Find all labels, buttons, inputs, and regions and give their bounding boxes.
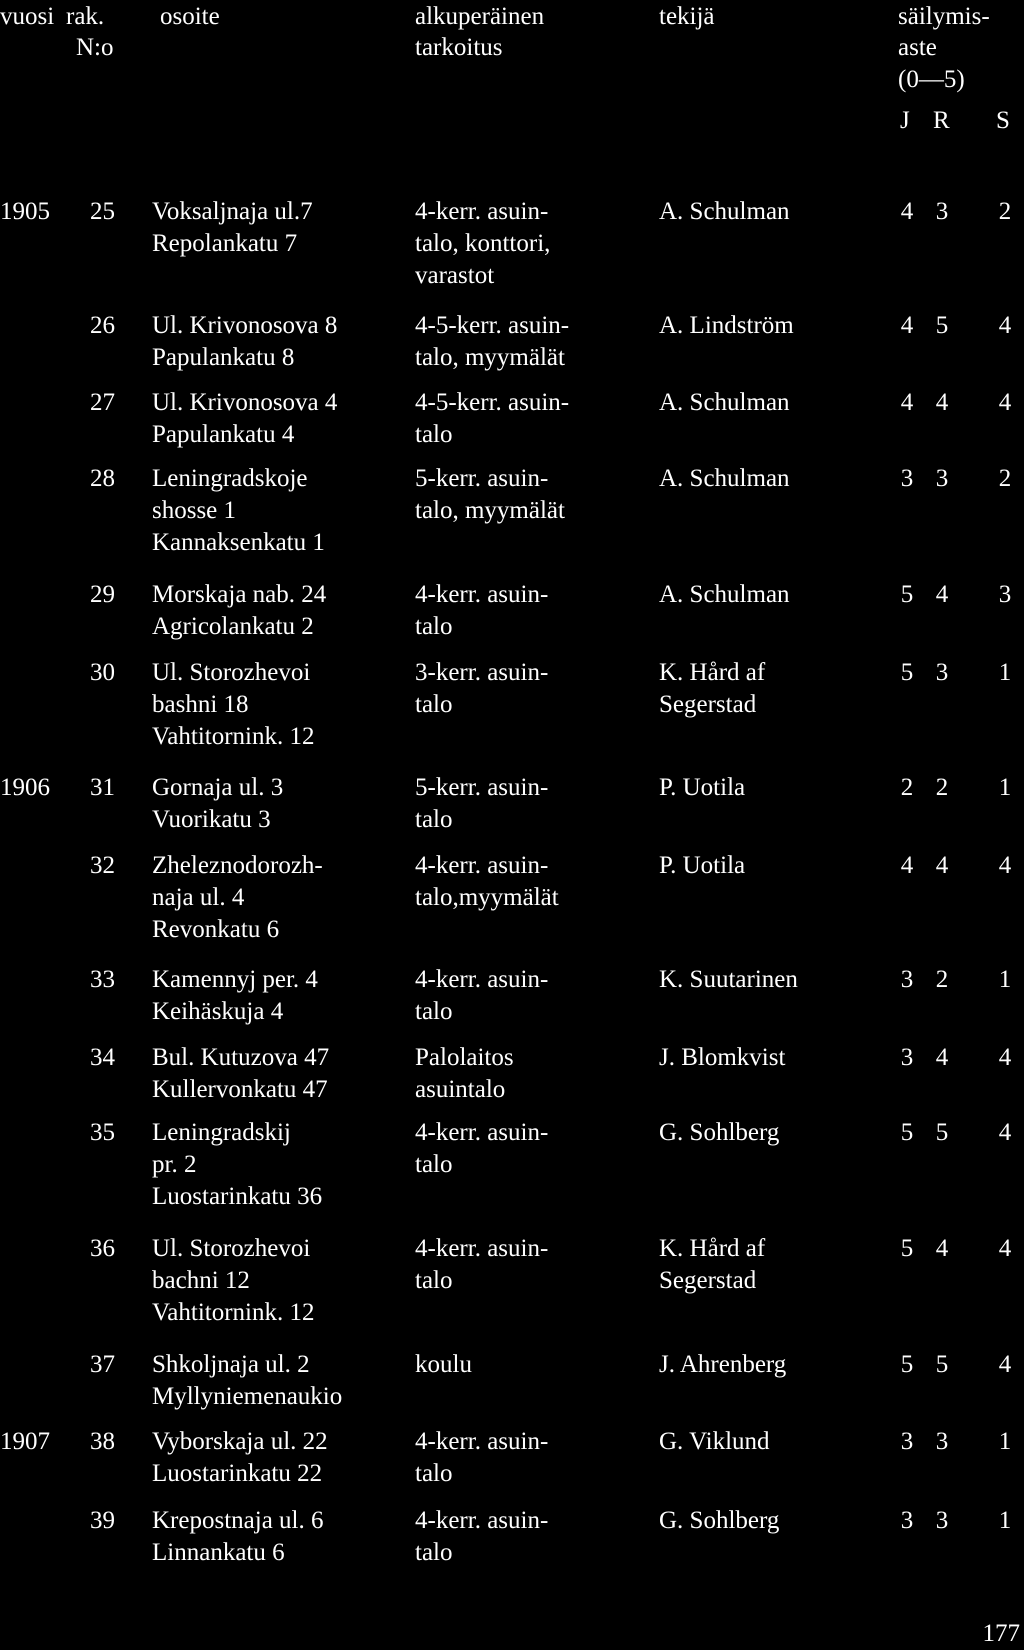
row-maker-line: A. Schulman [659,198,790,225]
row-grade-j: 2 [900,774,914,801]
row-purpose-line: talo [415,691,453,718]
row-grade-s: 4 [998,1119,1012,1146]
row-address-line: Vyborskaja ul. 22 [152,1428,328,1455]
row-address-line: Ul. Krivonosova 8 [152,312,338,339]
row-number: 36 [90,1235,115,1262]
row-grade-s: 4 [998,312,1012,339]
row-grade-j: 3 [900,465,914,492]
page-number: 177 [982,1620,1020,1647]
row-grade-r: 3 [935,198,949,225]
row-maker [659,772,745,804]
row-grade-j: 5 [900,659,914,686]
row-address-line: Shkoljnaja ul. 2 [152,1351,310,1378]
row-grade-r: 3 [935,1428,949,1455]
row-address [152,310,337,374]
row-purpose [415,964,548,1028]
row-grade-j: 3 [900,1507,914,1534]
row-maker [659,1233,765,1297]
row-maker [659,657,765,721]
row-number: 26 [90,312,115,339]
row-grade-s: 1 [998,659,1012,686]
row-grade-r: 4 [935,389,949,416]
row-address [152,579,326,643]
row-address [152,387,337,451]
row-address-line: Zheleznodorozh- [152,852,323,879]
row-grade-s: 4 [998,389,1012,416]
header-sailymis-line1: säilymis- [898,3,990,30]
row-purpose-line: talo,myymälät [415,884,559,911]
row-grade-r: 3 [935,659,949,686]
row-address [152,964,318,1028]
row-maker [659,1117,779,1149]
row-address-line: Krepostnaja ul. 6 [152,1507,324,1534]
row-address [152,1426,328,1490]
row-grade-j: 3 [900,966,914,993]
row-purpose-line: talo, konttori, [415,230,551,257]
row-grade-j: 4 [900,312,914,339]
row-address-line: bachni 12 [152,1267,250,1294]
row-maker-line: G. Sohlberg [659,1119,780,1146]
row-purpose-line: 4-kerr. asuin- [415,966,549,993]
row-address-line: Voksaljnaja ul.7 [152,198,313,225]
row-purpose-line: talo, myymälät [415,497,565,524]
row-address-line: Keihäskuja 4 [152,998,284,1025]
row-grade-s: 2 [998,198,1012,225]
header-osoite: osoite [160,3,220,30]
row-year: 1906 [0,774,50,801]
row-number: 39 [90,1507,115,1534]
row-maker-line: A. Lindström [659,312,794,339]
row-address-line: Vahtitornink. 12 [152,1299,315,1326]
row-grade-s: 4 [998,852,1012,879]
row-purpose-line: talo [415,806,453,833]
row-purpose-line: 4-kerr. asuin- [415,852,549,879]
row-grade-r: 2 [935,774,949,801]
row-maker-line: A. Schulman [659,465,790,492]
row-address-line: Luostarinkatu 22 [152,1460,323,1487]
row-grade-j: 5 [900,1351,914,1378]
row-maker-line: G. Sohlberg [659,1507,780,1534]
row-grade-s: 4 [998,1235,1012,1262]
header-s: S [996,107,1010,134]
row-purpose [415,1505,548,1569]
row-grade-s: 4 [998,1351,1012,1378]
row-purpose-line: 4-kerr. asuin- [415,1507,549,1534]
row-purpose-line: talo [415,421,453,448]
row-purpose-line: talo, myymälät [415,344,565,371]
row-year: 1907 [0,1428,50,1455]
row-grade-j: 3 [900,1044,914,1071]
row-purpose-line: 4-kerr. asuin- [415,581,549,608]
row-maker [659,1349,786,1381]
row-maker [659,1042,785,1074]
row-address [152,463,325,559]
row-address [152,1349,342,1413]
row-maker [659,964,798,996]
row-purpose-line: 4-kerr. asuin- [415,1119,549,1146]
header-nro: N:o [76,34,114,61]
row-purpose-line: 5-kerr. asuin- [415,465,549,492]
row-address-line: Agricolankatu 2 [152,613,314,640]
row-address [152,1042,329,1106]
row-purpose-line: 4-kerr. asuin- [415,1428,549,1455]
row-grade-j: 4 [900,389,914,416]
row-grade-s: 1 [998,1428,1012,1455]
row-grade-r: 2 [935,966,949,993]
row-number: 35 [90,1119,115,1146]
row-address-line: Vahtitornink. 12 [152,723,315,750]
row-address-line: Gornaja ul. 3 [152,774,284,801]
row-maker [659,387,790,419]
row-purpose-line: talo [415,1267,453,1294]
row-address [152,772,283,836]
row-address-line: Repolankatu 7 [152,230,298,257]
row-number: 32 [90,852,115,879]
row-maker-line: K. Hård af [659,1235,766,1262]
row-purpose-line: talo [415,1460,453,1487]
row-purpose-line: talo [415,1151,453,1178]
row-address [152,850,323,946]
row-address-line: Ul. Krivonosova 4 [152,389,338,416]
row-maker-line: K. Hård af [659,659,766,686]
row-purpose [415,1117,548,1181]
row-maker-line: K. Suutarinen [659,966,798,993]
row-grade-r: 5 [935,1351,949,1378]
row-purpose [415,1233,548,1297]
row-maker [659,1505,779,1537]
header-vuosi: vuosi [0,3,55,30]
row-address-line: Leningradskoje [152,465,308,492]
row-address-line: Kannaksenkatu 1 [152,529,325,556]
row-maker-line: J. Blomkvist [659,1044,786,1071]
header-tarkoitus-line1: alkuperäinen [415,3,545,30]
row-grade-r: 4 [935,852,949,879]
row-purpose-line: 4-5-kerr. asuin- [415,389,570,416]
row-maker [659,310,794,342]
row-address-line: Linnankatu 6 [152,1539,285,1566]
row-grade-s: 1 [998,1507,1012,1534]
row-maker [659,579,790,611]
header-sailymis-scale: (0—5) [898,66,965,93]
header-rak: rak. [66,3,105,30]
row-maker-line: Segerstad [659,691,757,718]
row-grade-s: 1 [998,774,1012,801]
row-address-line: Papulankatu 4 [152,421,295,448]
row-purpose [415,1349,472,1381]
row-grade-r: 3 [935,465,949,492]
row-maker [659,196,790,228]
row-purpose [415,196,550,292]
row-grade-s: 3 [998,581,1012,608]
row-maker-line: A. Schulman [659,581,790,608]
header-tarkoitus-line2: tarkoitus [415,34,503,61]
row-address-line: pr. 2 [152,1151,197,1178]
row-address [152,657,315,753]
row-purpose [415,772,548,836]
header-sailymis-line2: aste [898,34,937,61]
row-maker [659,850,745,882]
row-purpose-line: 4-5-kerr. asuin- [415,312,570,339]
row-purpose-line: 4-kerr. asuin- [415,198,549,225]
row-number: 25 [90,198,115,225]
header-j: J [900,107,910,134]
row-address [152,1117,322,1213]
row-purpose [415,463,565,527]
row-purpose [415,310,569,374]
row-maker [659,463,790,495]
row-number: 31 [90,774,115,801]
row-grade-j: 5 [900,1119,914,1146]
row-grade-r: 4 [935,1044,949,1071]
row-purpose-line: talo [415,613,453,640]
row-grade-r: 5 [935,1119,949,1146]
row-purpose-line: Palolaitos [415,1044,514,1071]
row-address-line: Leningradskij [152,1119,291,1146]
row-grade-s: 2 [998,465,1012,492]
row-purpose-line: 4-kerr. asuin- [415,1235,549,1262]
row-maker-line: P. Uotila [659,852,746,879]
row-purpose [415,1042,514,1106]
row-address-line: shosse 1 [152,497,237,524]
row-purpose-line: talo [415,998,453,1025]
row-maker [659,1426,770,1458]
row-maker-line: P. Uotila [659,774,746,801]
header-tekija: tekijä [659,3,715,30]
row-address-line: Morskaja nab. 24 [152,581,327,608]
row-maker-line: G. Viklund [659,1428,770,1455]
row-grade-j: 4 [900,852,914,879]
row-grade-j: 5 [900,581,914,608]
row-grade-r: 5 [935,312,949,339]
row-address-line: Luostarinkatu 36 [152,1183,323,1210]
row-purpose-line: asuintalo [415,1076,506,1103]
row-year: 1905 [0,198,50,225]
row-purpose-line: koulu [415,1351,472,1378]
row-number: 28 [90,465,115,492]
row-address-line: Bul. Kutuzova 47 [152,1044,330,1071]
row-number: 27 [90,389,115,416]
row-address-line: naja ul. 4 [152,884,245,911]
row-number: 34 [90,1044,115,1071]
row-purpose-line: talo [415,1539,453,1566]
row-address-line: Vuorikatu 3 [152,806,271,833]
row-maker-line: A. Schulman [659,389,790,416]
row-purpose [415,387,569,451]
row-number: 30 [90,659,115,686]
row-address [152,1505,323,1569]
row-purpose [415,850,559,914]
row-address-line: Ul. Storozhevoi [152,659,311,686]
row-grade-r: 4 [935,581,949,608]
row-address-line: Ul. Storozhevoi [152,1235,311,1262]
row-purpose [415,657,548,721]
row-grade-j: 5 [900,1235,914,1262]
row-address-line: Myllyniemenaukio [152,1383,343,1410]
row-number: 38 [90,1428,115,1455]
row-address [152,196,313,260]
row-purpose [415,579,548,643]
row-grade-j: 4 [900,198,914,225]
row-purpose [415,1426,548,1490]
row-address-line: Papulankatu 8 [152,344,295,371]
row-grade-j: 3 [900,1428,914,1455]
row-number: 37 [90,1351,115,1378]
row-address-line: bashni 18 [152,691,249,718]
row-maker-line: J. Ahrenberg [659,1351,787,1378]
row-address-line: Kullervonkatu 47 [152,1076,328,1103]
row-purpose-line: 5-kerr. asuin- [415,774,549,801]
row-grade-r: 4 [935,1235,949,1262]
row-grade-s: 1 [998,966,1012,993]
row-number: 29 [90,581,115,608]
row-grade-s: 4 [998,1044,1012,1071]
row-purpose-line: varastot [415,262,495,289]
header-r: R [933,107,950,134]
row-address-line: Kamennyj per. 4 [152,966,318,993]
row-number: 33 [90,966,115,993]
row-grade-r: 3 [935,1507,949,1534]
row-maker-line: Segerstad [659,1267,757,1294]
row-purpose-line: 3-kerr. asuin- [415,659,549,686]
row-address-line: Revonkatu 6 [152,916,280,943]
row-address [152,1233,315,1329]
